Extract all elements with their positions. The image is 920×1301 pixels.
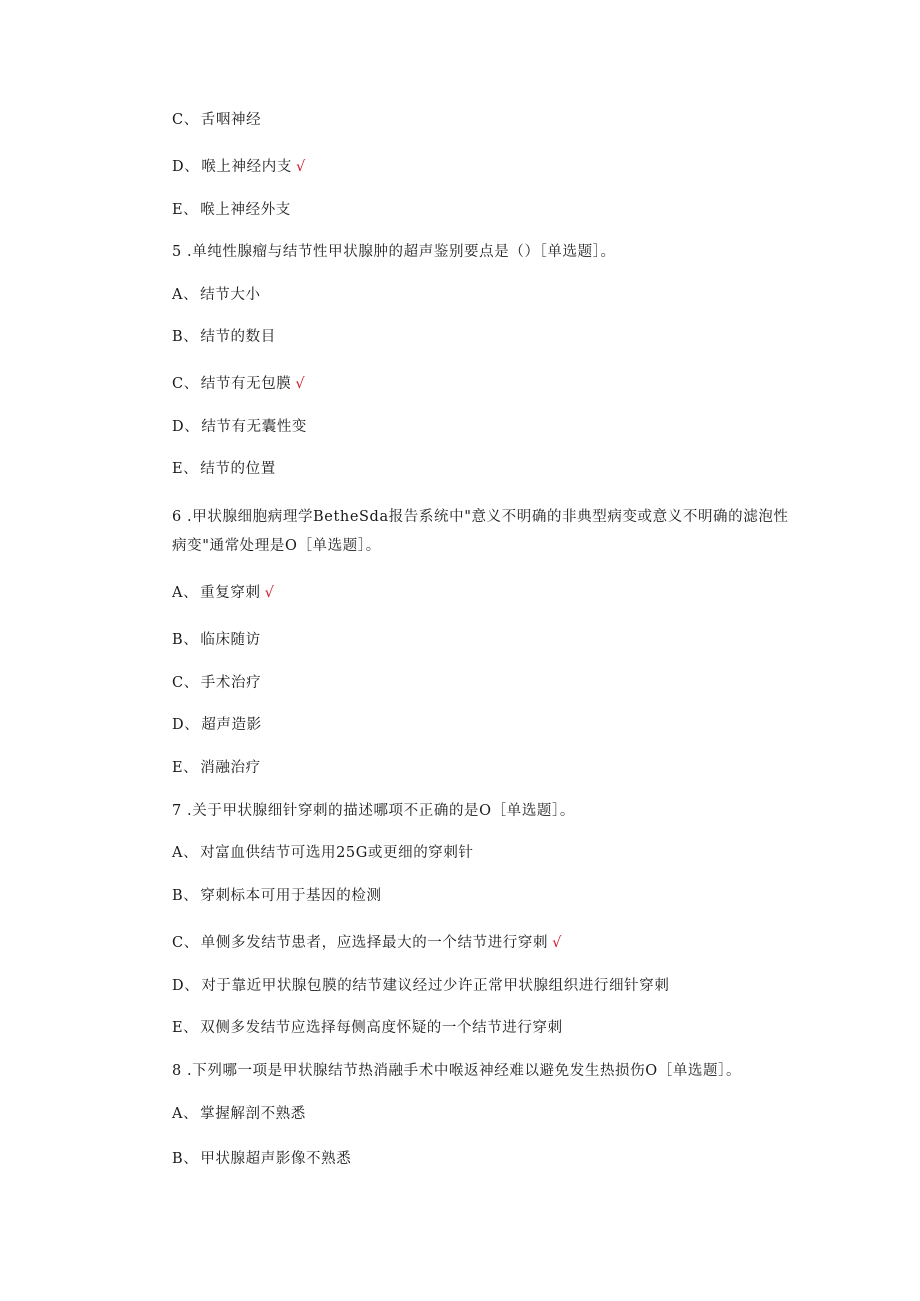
- option-label: E、: [172, 1020, 199, 1036]
- question-6: [172, 503, 792, 561]
- option-text: 结节有无包膜: [200, 376, 292, 392]
- option-c-q5: [172, 374, 305, 394]
- option-text: 对于靠近甲状腺包膜的结节建议经过少许正常甲状腺组织进行细针穿刺: [201, 978, 670, 994]
- option-text: 双侧多发结节应选择每侧高度怀疑的一个结节进行穿刺: [200, 1020, 563, 1036]
- question-number: 7: [172, 803, 182, 819]
- option-label: E、: [172, 461, 199, 477]
- option-b-q6: [172, 630, 261, 650]
- option-label: C、: [172, 112, 199, 128]
- option-a-q5: [172, 285, 261, 305]
- option-label: D、: [172, 978, 200, 994]
- option-label: E、: [172, 202, 199, 218]
- option-e-q5: [172, 459, 276, 479]
- option-text: 对富血供结节可选用25G或更细的穿刺针: [200, 845, 474, 861]
- option-text: 喉上神经内支: [201, 159, 292, 175]
- option-label: B、: [172, 888, 199, 904]
- option-label: D、: [172, 159, 200, 175]
- option-label: A、: [172, 1106, 199, 1122]
- option-text: 结节有无囊性变: [201, 419, 308, 435]
- correct-check-icon: √: [295, 376, 306, 392]
- question-number: 6: [172, 509, 182, 525]
- question-5: [172, 242, 616, 262]
- question-number: 5: [172, 244, 182, 260]
- option-c-q4: [172, 110, 261, 130]
- option-b-q7: [172, 886, 382, 906]
- option-text: 喉上神经外支: [200, 202, 291, 218]
- question-text: .单纯性腺瘤与结节性甲状腺肿的超声鉴别要点是（）［单选题］。: [181, 244, 616, 260]
- option-text: 舌咽神经: [200, 112, 262, 128]
- correct-check-icon: √: [552, 935, 562, 951]
- option-e-q4: [172, 200, 291, 220]
- option-label: A、: [172, 845, 199, 861]
- option-text: 甲状腺超声影像不熟悉: [200, 1151, 352, 1167]
- option-a-q8: [172, 1104, 306, 1124]
- option-label: B、: [172, 632, 199, 648]
- option-text: 结节的数目: [200, 329, 276, 345]
- correct-check-icon: √: [264, 585, 275, 601]
- option-e-q6: [172, 758, 261, 778]
- option-b-q5: [172, 327, 276, 347]
- option-text: 穿刺标本可用于基因的检测: [200, 888, 382, 904]
- option-text: 超声造影: [201, 717, 262, 733]
- option-label: B、: [172, 1151, 199, 1167]
- question-number: 8: [172, 1063, 182, 1079]
- option-text: 结节大小: [200, 287, 261, 303]
- option-text: 重复穿刺: [200, 585, 261, 601]
- option-text: 掌握解剖不熟悉: [200, 1106, 306, 1122]
- option-d-q6: [172, 715, 262, 735]
- option-d-q5: [172, 417, 307, 437]
- option-label: B、: [172, 329, 199, 345]
- correct-check-icon: √: [295, 159, 306, 175]
- question-text: .关于甲状腺细针穿刺的描述哪项不正确的是O［单选题］。: [181, 803, 575, 819]
- option-text: 消融治疗: [200, 760, 261, 776]
- option-text: 手术治疗: [200, 675, 262, 691]
- option-label: A、: [172, 287, 199, 303]
- option-label: C、: [172, 935, 199, 951]
- option-e-q7: [172, 1018, 563, 1038]
- option-label: A、: [172, 585, 199, 601]
- option-label: C、: [172, 376, 199, 392]
- option-d-q7: [172, 976, 669, 996]
- option-label: C、: [172, 675, 199, 691]
- question-7: [172, 801, 575, 821]
- question-text: .下列哪一项是甲状腺结节热消融手术中喉返神经难以避免发生热损伤O［单选题］。: [181, 1063, 742, 1079]
- option-c-q7: [172, 933, 562, 953]
- option-label: D、: [172, 419, 200, 435]
- option-label: D、: [172, 717, 200, 733]
- option-c-q6: [172, 673, 261, 693]
- option-a-q6: [172, 583, 274, 603]
- option-b-q8: [172, 1149, 351, 1169]
- option-text: 单侧多发结节患者，应选择最大的一个结节进行穿刺: [200, 935, 549, 951]
- option-label: E、: [172, 760, 199, 776]
- question-8: [172, 1061, 741, 1081]
- option-d-q4: [172, 157, 306, 177]
- option-text: 临床随访: [200, 632, 261, 648]
- option-a-q7: [172, 843, 474, 863]
- option-text: 结节的位置: [200, 461, 276, 477]
- question-text: .甲状腺细胞病理学BetheSda报告系统中"意义不明确的非典型病变或意义不明确的滤泡性病变"通常处理是O［单选题］。: [172, 509, 789, 554]
